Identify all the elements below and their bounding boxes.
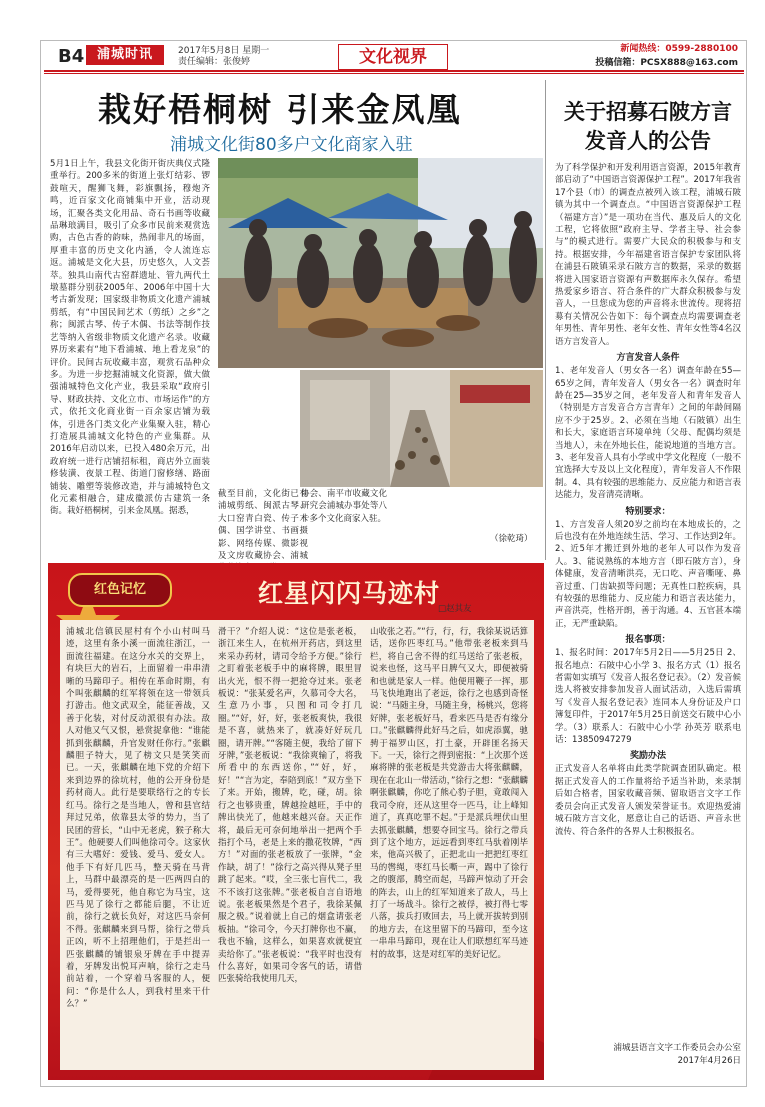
column-divider — [545, 80, 546, 560]
red-memory-tag: 红色记忆 — [68, 573, 172, 607]
street-stalls-photo — [300, 368, 543, 487]
main-story-col3: 协会、南平市收藏文化研究会浦城办事处等八十多个文化商家入驻。 — [301, 489, 387, 524]
announcement-signature — [555, 1042, 741, 1068]
announcement-reward: 正式发音人名单将由此类学院调查团队确定。根据正式发音人的工作量将给予适当补助，来录制后如合格者，国家收藏音频、留取语言文字工作委员会向正式发音人颁发荣誉证书。欢迎热爱浦城石陂方言文化，愿意让自己的话语、声音永世流传、符合条件的各界人士积极报名。 — [555, 764, 741, 837]
announcement-body — [555, 162, 741, 1037]
page-number: B4 — [58, 46, 85, 67]
news-hotline: 新闻热线：0599-2880100 — [620, 44, 738, 54]
main-story-col1: 5月1日上午，我县文化街开街庆典仪式隆重举行。200多米的街道上张灯结彩、锣鼓喧天，醒狮飞舞，彩旗飘扬，穆炮齐鸣，近百家文化商铺集中开业，活动现场，汇聚各类文化用品、奇石书画等收藏品琳琅满目，吸引了众多市民前来观赏选购，古色古香的韵味，热闹非凡的场面，厚重丰富的历史文化内涵，令人流连忘返。浦城是文化大县，历史悠久，人文荟萃。独具山南代古窑群遗址、管九两代土墩墓群分别获2005年、2006年中国十大考古新发现；国家级非物质文化遗产浦城剪纸，有“中国民间艺术（剪纸）之乡”之称；闽派古琴、传子木偶、书法等制作技艺等纳入省级非物质文化遗产名录。收藏界历来素有“地下看浦城、地上看龙泉”的评价。民间古玩收藏丰富，观赏石品种众多。为进一步挖掘浦城文化资源，做大做强浦城特色文化产业，我县采取“政府引导、财政扶持、文化立市、市场运作”的方式，依托文化商业街一百余家店铺为载体，引进各门类文化产业集聚入驻，精心打造展具浦城文化特色的产业集群。从2016年启动以来，已投入480余万元，出政府统一进行店铺招标租，商店外立面装修装潢、夜景工程、街道门窗修缮、路面铺装、雕塑等装修改造，并与浦城特色文化元素相融合，建成徽派仿古建筑一条街。栽好梧桐树，引来金凤凰。据悉， — [50, 159, 210, 517]
signature-org: 浦城县语言文字工作委员会办公室 — [613, 1043, 741, 1053]
submission-email: 投稿信箱：PCSX888@163.com — [595, 58, 738, 68]
masthead-logo: 浦城时讯 — [86, 45, 164, 65]
main-headline: 栽好梧桐树 引来金凤凰 — [98, 90, 462, 129]
signature-date: 2017年4月26日 — [677, 1056, 741, 1066]
main-subhead: 浦城文化街80多户文化商家入驻 — [170, 135, 413, 155]
section-title: 文化视界 — [338, 44, 448, 70]
main-story-signature: （徐乾琦） — [490, 534, 533, 544]
announcement-title: 关于招募石陂方言发音人的公告 — [564, 99, 732, 153]
red-story-col2: 滑干？”介绍人说：“这位是张老板，浙江来生人，在杭州开药店，到这里来采办药材，请司令给予方便。”徐行之盯着张老板手中的麻将牌，眼里冒出火光，恨不得一把抢夺过来。张老板说：“张某爱名声，久慕司令大名，生意乃小事，只图和司令打几圈。”“好，好，好，张老板爽快，我很是不喜，就热来了，就凑好好玩几圈，请开牌。”“客随主便，我给了留下牙牌，”张老板说：“我徐爽输了，将我所看中的东西送你，”“好，好，好！”“言为定，奉陪到底！”双方坐下了来。开始，搬牌，吃，碰，胡。徐行之也够贵重，牌越捡越旺，手中的牌出快光了，他越来越兴奋。天正作将，最后无可奈何地举出一把两个手指打个马，老是上来的撒花牧牌，“西方！”对面的张老板放了一张牌，“金作缺，胡了！”徐行之高兴得从凳子里跳了起来。“哎，全三张七盲代二，我不不该打这张牌。”张老板自言自语地说。张老板果然是个君子，我徐某佩服之极。”说着就上自己的烟盒请张老板抽。“徐司令，今天打牌你也不赢，我也不输，这样么，如果喜欢就便宜卖给你了。”张老板说：“我平时也没有什么喜好，如果司令客气的话，请借匹张骑给我使用几天， — [218, 627, 362, 985]
editor-line: 责任编辑：张俊婷 — [178, 57, 251, 67]
red-story-col3: 山收张之若。”“行，行，行，我徐某说话算话，送你匹枣红马。”他带张老板来到马栏，将自己舍不得的红马送给了张老板，说来也怪，这马平日脾气又大，即便被骑和也就是家人一样。他便用鞭子一挥，那马飞快地跑出了老远，徐行之也感到奇怪说：“马随主身，马随主身，杨桃兴，您将好牌，张老板好马，看来匹马是否有缘分口。”张麒麟得此好马之后，如虎添翼，驰骋于福罗山区，打土豪，开辟匪名扬天下。一天，徐行之得到密报：“上次那个送麻将牌的张老板是共党游击大将张麒麟，现在在北山一带活动，”徐行之想：“张麒麟啊张麒麟，你吃了熊心豹子胆，竟敢闯入我司令府，还从这里夺一匹马，让上峰知道了，真真吃罪不起。”于是派兵埋伏山里去抓张麒麟，想要夺回宝马。徐行之带兵到了这个地方，远远看到枣红马驮着刚毕来，他高兴极了，正把北山一把把红枣红马的辔绳，枣红马长嘶一声，踢中了徐行之的腹部，腾空而起，马蹄声惊动了开会的阵去，山上的红军知道来了敌人，马上打了一场战斗。徐行之被俘，被打得七零八落，拔兵打败回去，马上就开拔转到别的地方去，在这里留下的马蹄印，至今这一串串马蹄印，现在让人们联想红军马迹村的故事，这是对红军的美好记忆。 — [370, 627, 528, 960]
issue-info — [178, 46, 269, 68]
header-rule — [44, 70, 744, 72]
header-rule-thin — [44, 73, 744, 74]
red-story-title: 红星闪闪马迹村 — [258, 579, 441, 608]
market-crowd-image — [218, 158, 543, 368]
market-crowd-photo — [218, 158, 543, 368]
red-story-col1: 浦城北信镇民屋村有个小山村叫马迹，这里有条小溪一面流往浙江，一面流往福建。在这分水关的交界上，有块巨大的岩石，上面留着一串串清晰的马蹄印子。相传在革命时期，有个叫张麒麟的红军将领在这一带领兵打游击。他文武双全，能征善战，又善于化装，对付反动派很有办法。敌人对他又气又恨，悬赏捉拿他：“谁能抓到张麒麟，升官发财任你行。”张麒麟胆子特大，见了榜文只是笑笑而已。一天，张麒麟在地下党的介绍下来到边界的徐坑村，他的公开身份是药材商人。此行是要联络行之的专长红马。徐行之是当地人，曾和县官结拜过兄弟，依靠县太爷的势力，当了民团的营长，“山中无老虎，猴子称大王”。他硬要人们叫他徐司令。这家伙有三大嗜好：爱钱、爱马、爱女人。他手下有好几匹马，整天骑在马背上，马群中最漂亮的是一匹两四白的马，爱得要死，他自称它为马宝，这匹马见了徐行之都能后腿，不让近前，徐行之就长负好，对这匹马奈何不得。张麒麟来到马帮，徐行之带兵正凶，听不上招理他们，于是拦出一匹张麒麟的铺银泉牙牌在手中提弄着，牙牌发出悦耳声响，徐行之走马前站着，一个穿着马客服的人，便问：“你是什么人，到我村里来干什么？” — [66, 627, 210, 1010]
date-line: 2017年5月8日 星期一 — [178, 46, 270, 56]
announcement-special: 1、方言发音人须20岁之前均在本地成长的，之后也没有在外地连续生活、学习、工作达到2年。2、近5年才搬迁到外地的老年人可以作为发音人。3、能说熟练的本地方言（即石陂方言），身体健康，发音清晰洪亮，无口吃、声音嘶哑、鼻音过重、门齿缺损等问题；无真性口腔疾病，具有较强的思维能力、反应能力和语言表达能力，声音洪亮，性格开朗，善于沟通。4、五官甚本端正，无严重缺陷。 — [555, 519, 741, 629]
announcement-intro: 为了科学保护和开发利用语言资源，2015年教育部启动了“中国语言资源保护工程”。2017年我省17个县（市）的调查点被列入该工程，浦城石陂镇为其中一个调查点。“中国语言资源保护工程（福建方言）”是一项功在当代、惠及后人的文化工程，它将依照“政府主导、学者主导、社会参与”的模式进行。需要广大民众的积极参与和支持。根据安排，今年福建省语言保护专家团队将在浦县石陂镇采录石陂方言的数据，采录的数据将进入国家语言资源有声数据库永久保存。希望热爱家乡语言、符合条件的广大群众积极参与发音人，一旦您成为您的声音将永世流传。现将招募有关情况公告如下：每个调查点均需要调查老年男性、青年男性、老年女性、青年女性等4名汉语方言发音人。 — [555, 163, 741, 347]
heading-conditions: 方言发音人条件 — [616, 353, 680, 364]
street-stalls-image — [300, 370, 543, 487]
heading-reward: 奖励办法 — [629, 751, 666, 762]
main-story-col2: 截至目前，文化街已有浦城剪纸、闽派古琴、大口窑青白瓷、传子木偶、国学讲堂、书画摄影、网络传媒、微影视及文房收藏协会、浦城 — [218, 489, 308, 562]
announcement-conditions: 1、老年发音人（男女各一名）调查年龄在55—65岁之间，青年发音人（男女各一名）调查时年龄在25—35岁之间，老年发音人和青年发音人（特别是方言发音合方言青年）之间的年龄间隔应不少于25岁。2、必须在当地（石陂镇）出生和长大，家庭语言环境单纯（父母、配偶均须是当地人），未在外地长住，能说地道的当地方言。3、老年发音人具有小学或中学文化程度（一般不宜选择大专及以上文化程度），青年发音人不作限制。4、具有较强的思维能力、反应能力和语言表达能力，发音清亮清晰。 — [555, 366, 741, 501]
heading-signup: 报名事项： — [625, 635, 671, 646]
heading-special: 特别要求： — [625, 506, 671, 517]
announcement-signup: 1、报名时间：2017年5月2日——5月25日 2、报名地点：石陂中心小学 3、报名方式（1）报名者需如实填写《发音人报名登记表》。（2）发音候选人将被安排参加发音人面试活动，入选后需填写《发音人报名登记表》连同本人身份证及户口簿复印件，于2017年5月25日前送交石陂中心小学。（3）联系人：石陂中心小学 孙英芳 联系电话：13850947279 — [555, 648, 741, 746]
red-story-author: □赵其友 — [438, 604, 472, 614]
